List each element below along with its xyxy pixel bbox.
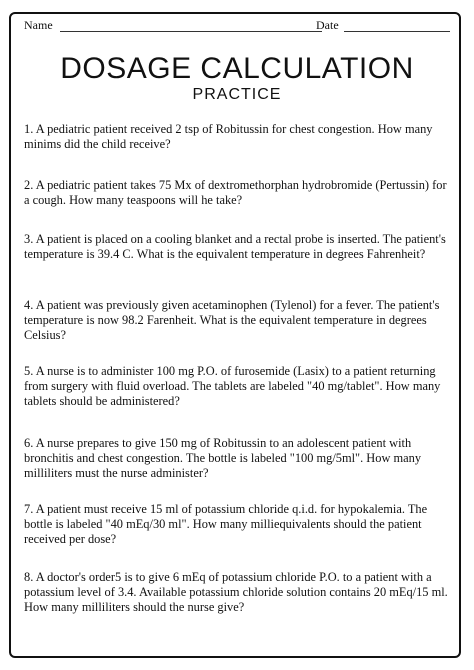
- question-number: 3.: [24, 232, 34, 246]
- question-7: [24, 502, 450, 547]
- question-number: 8.: [24, 570, 34, 584]
- question-number: 6.: [24, 436, 34, 450]
- question-5: [24, 364, 450, 409]
- page-subtitle: PRACTICE: [192, 86, 282, 103]
- question-1: [24, 122, 450, 152]
- name-label: Name: [24, 18, 53, 32]
- question-number: 5.: [24, 364, 34, 378]
- question-text: A patient must receive 15 ml of potassium chloride q.i.d. for hypokalemia. The bottle is labeled "40 mEq/30 ml". How many milliequivalents should the patient received per dose?: [24, 502, 428, 546]
- question-text: A doctor's order5 is to give 6 mEq of potassium chloride P.O. to a patient with a potassium level of 3.4. Available potassium chloride solution contains 20 mEq/15 ml. How many milliliters should the nurse give?: [24, 570, 448, 614]
- header-row: [14, 18, 439, 36]
- question-6: [24, 436, 450, 481]
- question-text: A nurse is to administer 100 mg P.O. of furosemide (Lasix) to a patient returning from surgery with fluid overload. The tablets are labeled "40 mg/tablet". How many tablets should be administered?: [24, 364, 441, 408]
- question-3: [24, 232, 450, 262]
- question-text: A patient was previously given acetaminophen (Tylenol) for a fever. The patient's temperature is now 98.2 Farenheit. What is the equivalent temperature in degrees Celsius?: [24, 298, 440, 342]
- question-text: A pediatric patient received 2 tsp of Robitussin for chest congestion. How many minims did the child receive?: [24, 122, 433, 151]
- name-field[interactable]: [60, 31, 322, 32]
- question-4: [24, 298, 450, 343]
- question-number: 4.: [24, 298, 34, 312]
- question-text: A nurse prepares to give 150 mg of Robitussin to an adolescent patient with bronchitis and chest congestion. The bottle is labeled "100 mg/5ml". How many milliliters must the nurse administer?: [24, 436, 422, 480]
- page-title: DOSAGE CALCULATION: [60, 52, 414, 85]
- date-field[interactable]: [344, 31, 450, 32]
- question-number: 7.: [24, 502, 34, 516]
- question-text: A patient is placed on a cooling blanket and a rectal probe is inserted. The patient's temperature is 39.4 C. What is the equivalent temperature in degrees Fahrenheit?: [24, 232, 446, 261]
- question-2: [24, 178, 450, 208]
- date-label: Date: [316, 18, 339, 32]
- question-8: [24, 570, 450, 615]
- question-text: A pediatric patient takes 75 Mx of dextromethorphan hydrobromide (Pertussin) for a cough. How many teaspoons will he take?: [24, 178, 447, 207]
- question-number: 2.: [24, 178, 34, 192]
- question-number: 1.: [24, 122, 34, 136]
